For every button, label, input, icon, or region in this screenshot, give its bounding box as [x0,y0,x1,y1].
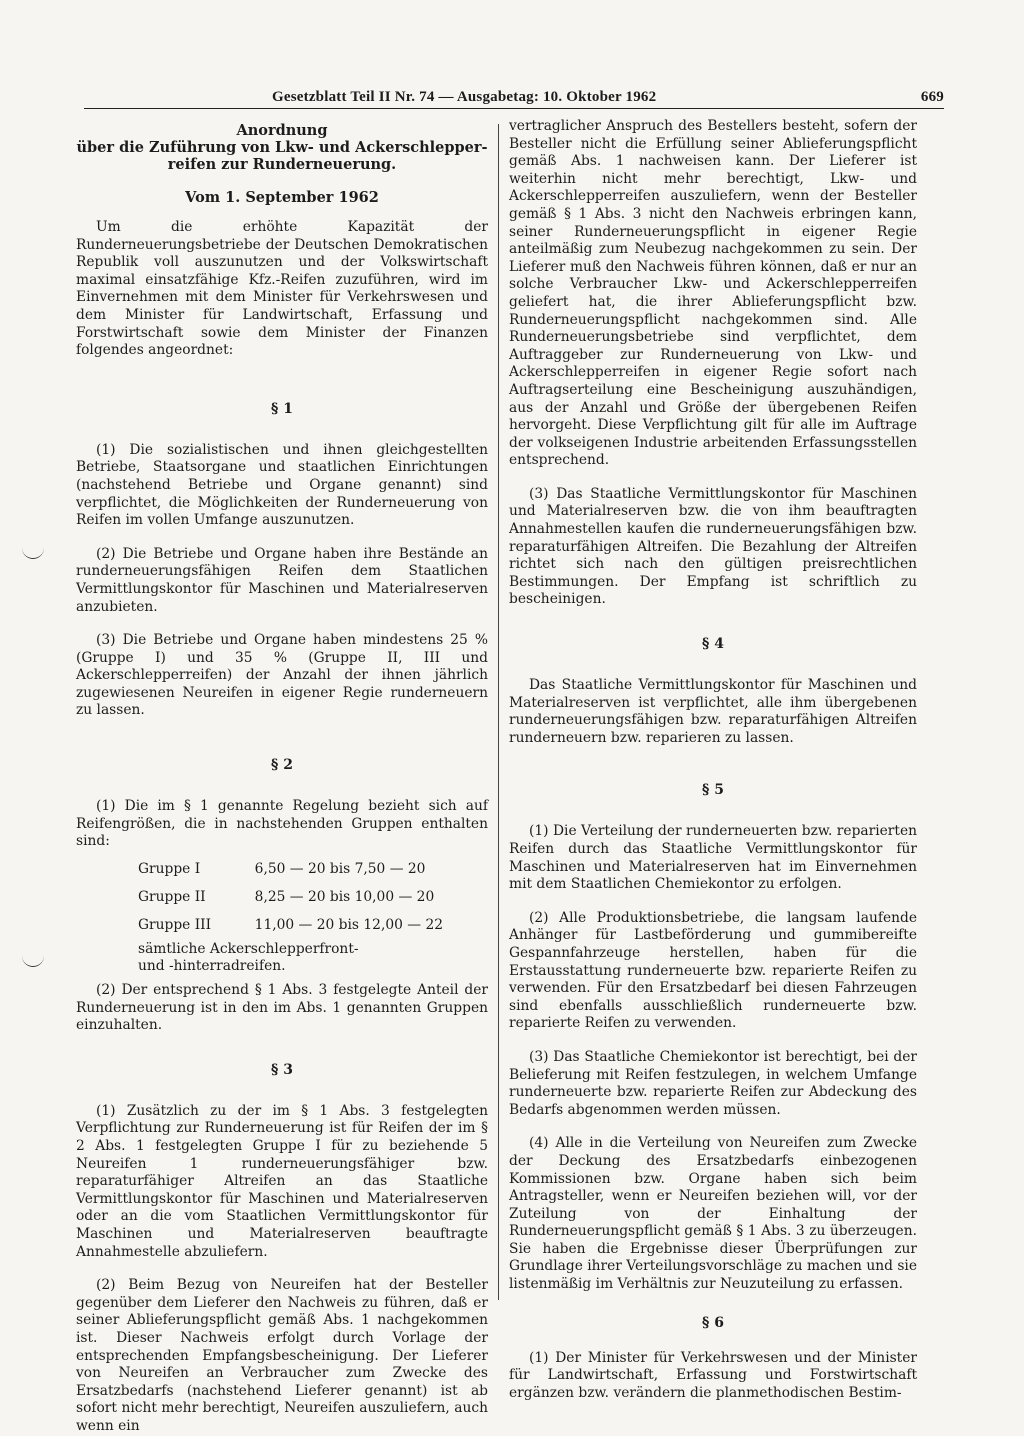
section-3-heading: § 3 [271,1061,293,1078]
header-rule [84,108,944,109]
section-4-heading: § 4 [702,636,724,653]
tire-group-row [138,883,488,911]
title-line: Anordnung [236,122,328,139]
section-3-paragraph-2: (2) Beim Bezug von Neureifen hat der Besteller gegenüber dem Lieferer den Nachweis zu führen, daß er seiner Ablieferungspflicht gemäß Abs. 1 nachgekommen ist. Dieser Nachweis erfolgt durch Vorlage der entsprechenden Empfangsbescheinigung. Der Lieferer von Neureifen an Verbraucher zum Zwecke des Ersatzbedarfs (nachstehend Lieferer genannt) ist ab sofort nicht mehr berechtigt, Neureifen auszuliefern, auch wenn ein [76,1277,488,1434]
tire-group-table [138,855,488,976]
title-line: über die Zuführung von Lkw- und Ackerschlepper- [76,139,488,156]
section-2-paragraph-1: (1) Die im § 1 genannte Regelung bezieht sich auf Reifengrößen, die in nachstehenden Gruppen enthalten sind: [76,798,488,850]
margin-tick-mark [22,548,44,559]
document-title [76,122,488,173]
section-3-paragraph-1: (1) Zusätzlich zu der im § 1 Abs. 3 festgelegten Verpflichtung zur Runderneuerung ist für Reifen der im § 2 Abs. 1 festgelegten Gruppe I für zu beziehende 5 Neureifen 1 runderneuerungsfähiger bzw. reparaturfähiger Altreifen an das Staatliche Vermittlungskontor für Maschinen und Materialreserven oder an die vom Staatlichen Vermittlungskontor für Maschinen und Materialreserven beauftragte Annahmestelle abzuliefern. [76,1102,488,1260]
section-6-paragraph-1: (1) Der Minister für Verkehrswesen und der Minister für Landwirtschaft, Erfassung und Forstwirtschaft ergänzen bzw. verändern die planmethodischen Bestim- [509,1349,917,1401]
section-6-heading: § 6 [702,1314,724,1331]
left-column [76,118,488,1436]
section-5-paragraph-3: (3) Das Staatliche Chemiekontor ist berechtigt, bei der Belieferung mit Reifen festzulegen, in welchem Umfange runderneuerte bzw. reparierte Reifen zur Abdeckung des Bedarfs abgenommen werden müssen. [509,1048,917,1118]
section-3-paragraph-3: (3) Das Staatliche Vermittlungskontor für Maschinen und Materialreserven bzw. die von ihm beauftragten Annahmestellen kaufen die runderneuerungsfähigen bzw. reparaturfähigen Altreifen. Die Bezahlung der Altreifen richtet sich nach den gültigen preisrechtlichen Bestimmungen. Der Empfang ist schriftlich zu bescheinigen. [509,485,917,608]
section-1-heading: § 1 [271,400,293,417]
section-5-paragraph-1: (1) Die Verteilung der runderneuerten bzw. reparierten Reifen durch das Staatliche Vermittlungskontor für Maschinen und Materialreserven hat im Einvernehmen mit dem Staatlichen Chemiekontor zu erfolgen. [509,823,917,893]
group-name: Gruppe III [138,916,212,933]
margin-tick-mark [22,956,44,967]
group-name: Gruppe II [138,888,206,905]
tire-group-row [138,911,488,939]
tractor-tire-note: sämtliche Ackerschlepperfront- und -hinterradreifen. [138,940,359,975]
group-size-range: 11,00 — 20 bis 12,00 — 22 [254,916,444,933]
gazette-title: Gesetzblatt Teil II Nr. 74 — Ausgabetag: 10. Oktober 1962 [272,89,657,105]
section-1-paragraph-1: (1) Die sozialistischen und ihnen gleichgestellten Betriebe, Staatsorgane und staatlichen Einrichtungen (nachstehend Betriebe und Organe genannt) sind verpflichtet, die Möglichkeiten der Runderneuerung von Reifen im vollen Umfange auszunutzen. [76,441,488,529]
group-size-range: 6,50 — 20 bis 7,50 — 20 [254,860,426,877]
title-line: reifen zur Runderneuerung. [167,156,397,173]
section-3-paragraph-2-continued: vertraglicher Anspruch des Bestellers besteht, sofern der Besteller nicht die Erfüllung seiner Ablieferungspflicht gemäß Abs. 1 nachweisen kann. Der Lieferer ist weiterhin nicht mehr berechtigt, Lkw- und Ackerschlepperreifen auszuliefern, wenn der Besteller gemäß § 1 Abs. 3 nicht den Nachweis erbringen kann, seiner Runderneuerungspflicht in eigener Regie anteilmäßig zum Neubezug nachgekommen zu sein. Der Lieferer muß den Nachweis führen können, daß er nur an solche Verbraucher Lkw- und Ackerschlepperreifen geliefert hat, die ihrer Ablieferungspflicht bzw. Runderneuerungspflicht nachgekommen sind. Alle Runderneuerungsbetriebe sind verpflichtet, dem Auftraggeber zur Runderneuerung von Lkw- und Ackerschlepperreifen in eigener Regie sofort nach Auftragserteilung eine Bescheinigung auszuhändigen, aus der Anzahl und Größe der übergebenen Reifen hervorgeht. Diese Verpflichtung gilt für alle im Auftrage der volkseigenen Industrie arbeitenden Erfassungsstellen entsprechend. [509,118,917,469]
section-5-paragraph-4: (4) Alle in die Verteilung von Neureifen zum Zwecke der Deckung des Ersatzbedarfs einbezogenen Kommissionen bzw. Organe haben sich beim Antragsteller, wenn er Neureifen beziehen will, vor der Zuteilung von der Einhaltung der Runderneuerungspflicht gemäß § 1 Abs. 3 zu überzeugen. Sie haben die Ergebnisse dieser Überprüfungen zur Grundlage ihrer Verteilungsvorschläge zu machen und sie listenmäßig im Verhältnis zur Neuzuteilung zu erfassen. [509,1135,917,1293]
tire-group-row [138,855,488,883]
section-4-paragraph-1: Das Staatliche Vermittlungskontor für Maschinen und Materialreserven ist verpflichtet, alle ihm übergebenen runderneuerungsfähigen bzw. reparaturfähigen Altreifen runderneuern bzw. reparieren zu lassen. [509,677,917,746]
page-number: 669 [920,89,944,105]
section-5-heading: § 5 [702,782,724,799]
section-2-paragraph-2: (2) Der entsprechend § 1 Abs. 3 festgelegte Anteil der Runderneuerung ist in den im Abs. 1 genannten Gruppen einzuhalten. [76,982,488,1034]
column-divider [498,124,499,1300]
running-head [84,89,944,109]
preamble-paragraph: Um die erhöhte Kapazität der Runderneuerungsbetriebe der Deutschen Demokratischen Republik voll auszunutzen und der Volkswirtschaft maximal einsatzfähige Kfz.-Reifen zuzuführen, wird im Einvernehmen mit dem Minister für Verkehrswesen und dem Minister für Landwirtschaft, Erfassung und Forstwirtschaft sowie dem Minister der Finanzen folgendes angeordnet: [76,219,488,359]
group-name: Gruppe I [138,860,201,877]
section-5-paragraph-2: (2) Alle Produktionsbetriebe, die langsam laufende Anhänger für Lastbeförderung und gummibereifte Gespannfahrzeuge herstellen, haben für die Erstausstattung runderneuerte bzw. reparierte Reifen zu verwenden. Für den Ersatzbedarf bei diesen Fahrzeugen sind ebenfalls ausschließlich runderneuerte bzw. reparierte Reifen zu verwenden. [509,909,917,1032]
document-date: Vom 1. September 1962 [185,189,379,206]
section-1-paragraph-2: (2) Die Betriebe und Organe haben ihre Bestände an runderneuerungsfähigen Reifen dem Staatlichen Vermittlungskontor für Maschinen und Materialreserven anzubieten. [76,545,488,615]
right-column [509,118,917,1402]
section-2-heading: § 2 [271,757,293,774]
group-size-range: 8,25 — 20 bis 10,00 — 20 [254,888,435,905]
section-1-paragraph-3: (3) Die Betriebe und Organe haben mindestens 25 % (Gruppe I) und 35 % (Gruppe II, III und Ackerschlepperreifen) der Anzahl der ihnen jährlich zugewiesenen Neureifen in eigener Regie runderneuern zu lassen. [76,632,488,719]
